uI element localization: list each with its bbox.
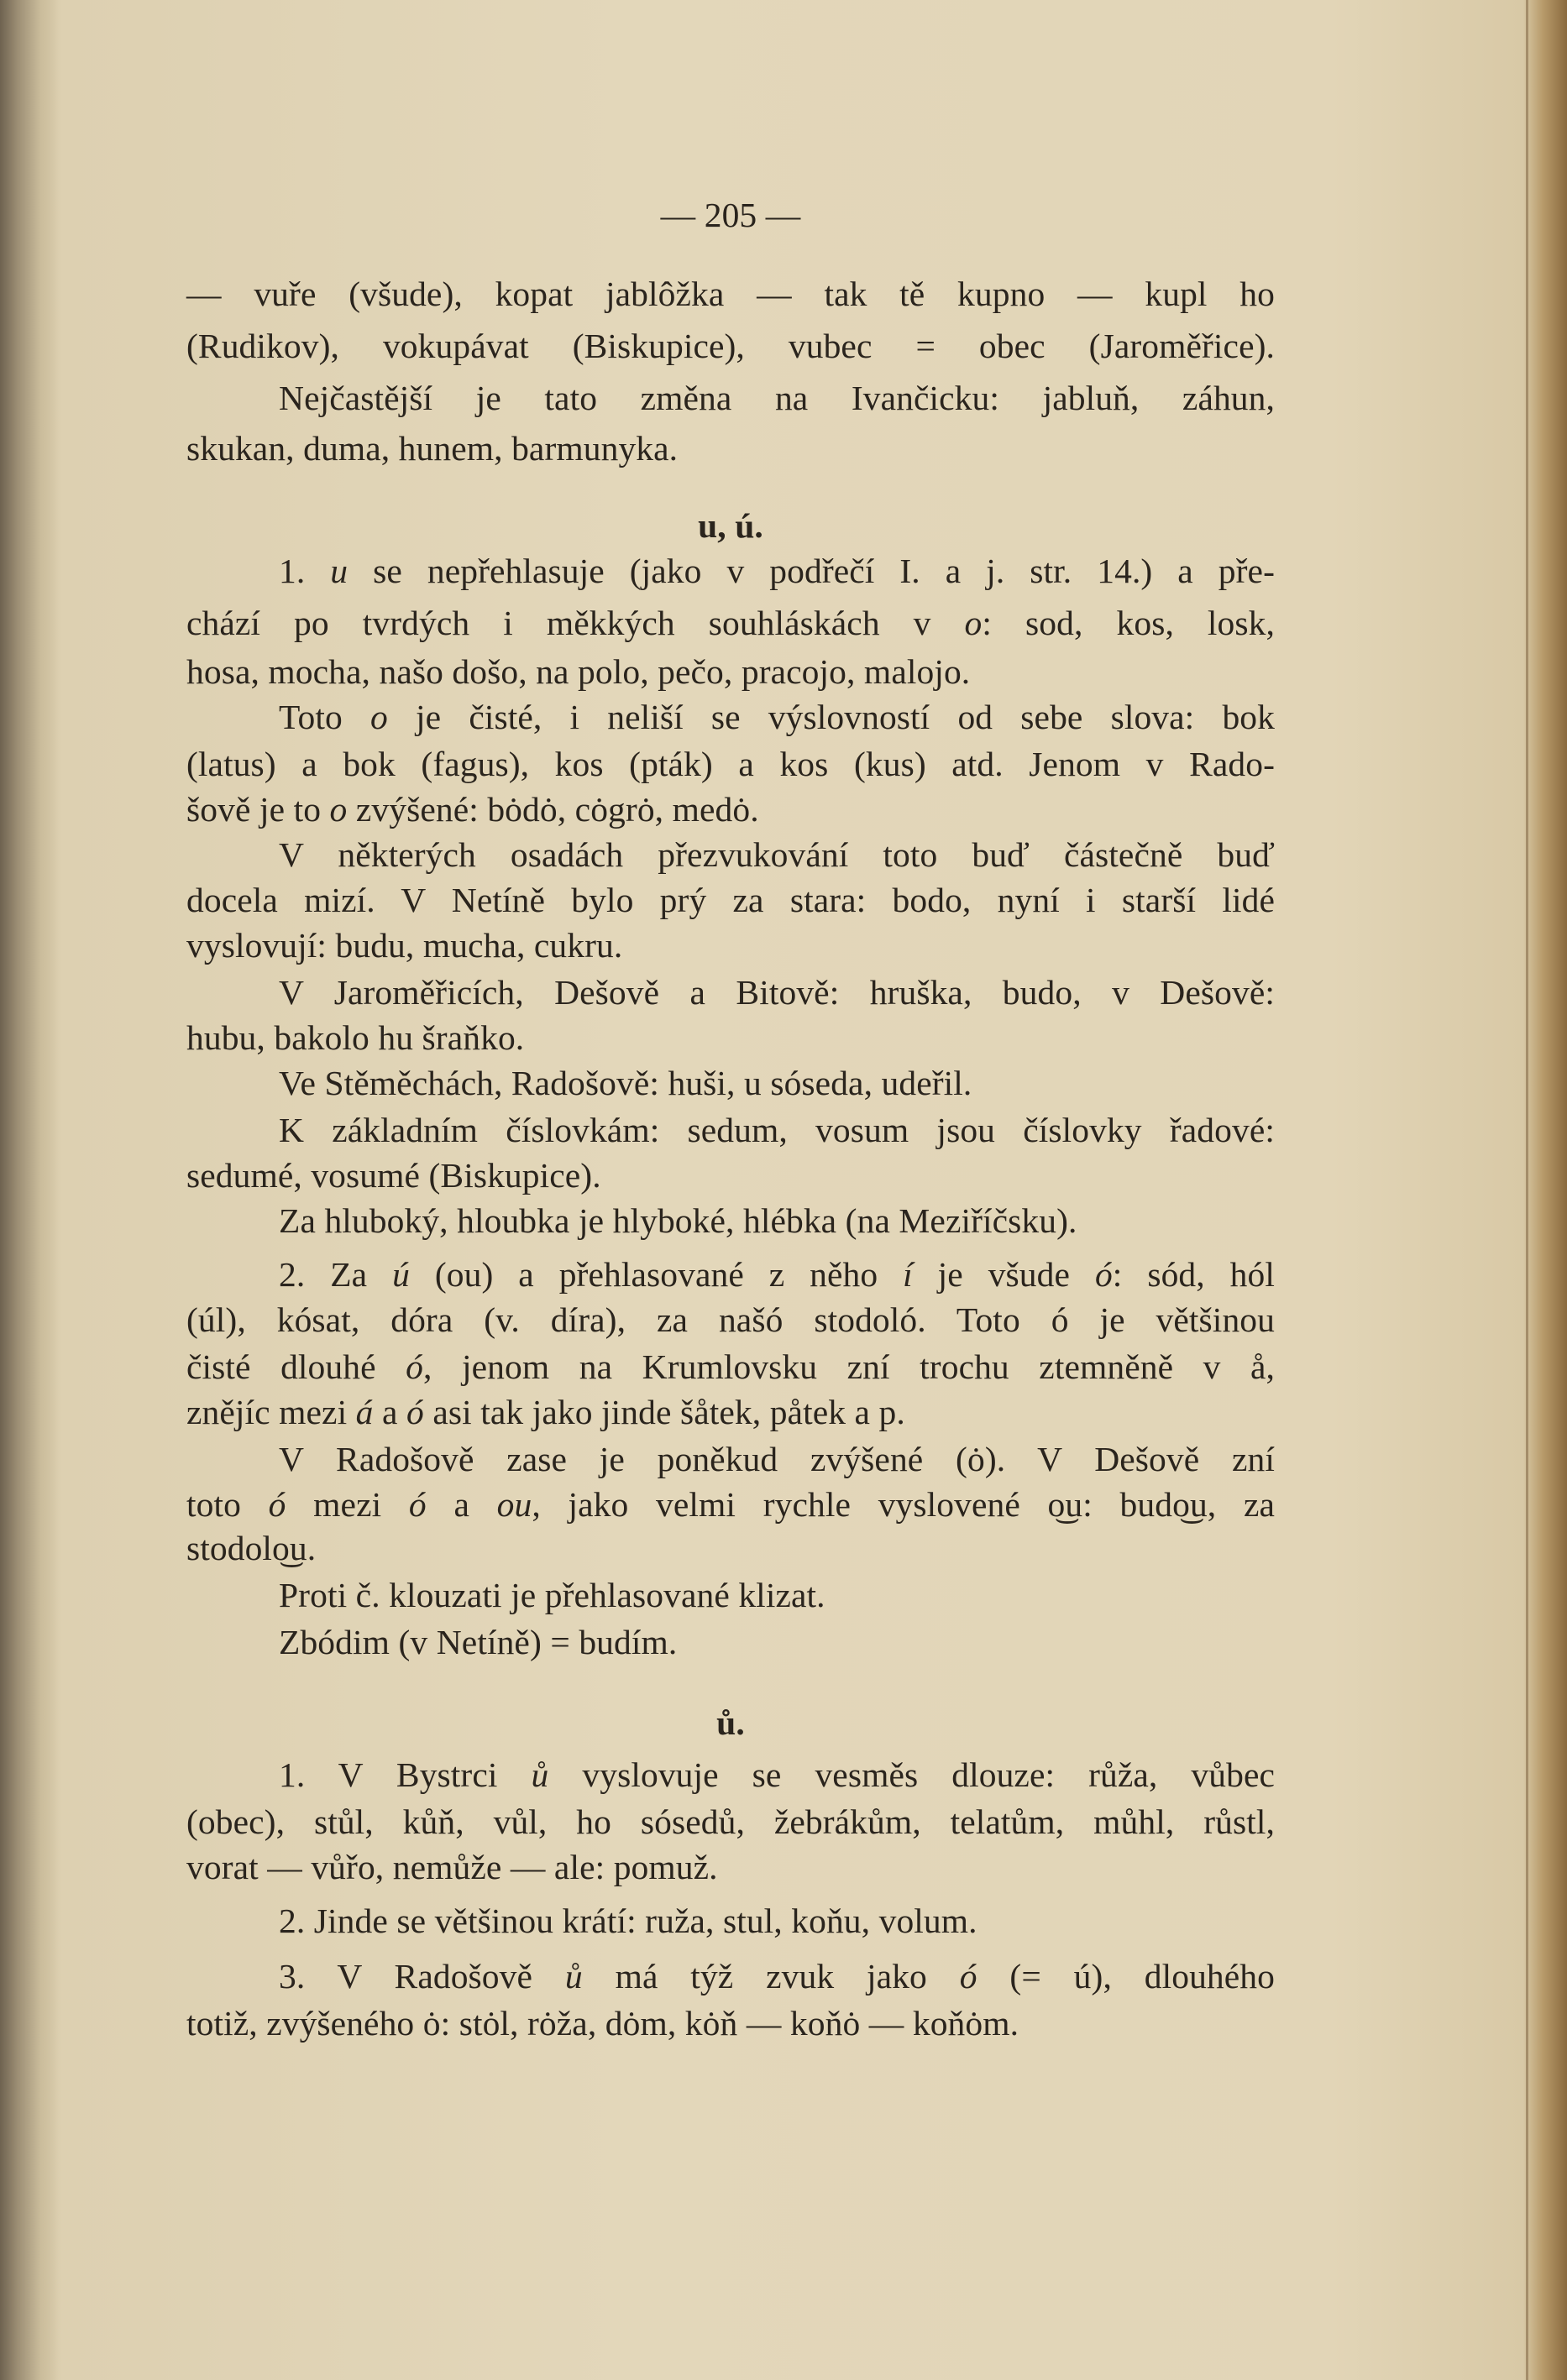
- text-line: vyslovují: budu, mucha, cukru.: [186, 926, 623, 965]
- text-line: totiž, zvýšeného ȯ: stȯl, rȯža, dȯm, kȯň — koňȯ — koňȯm.: [186, 2004, 1019, 2043]
- text-line: znějíc mezi á a ó asi tak jako jinde šåtek, påtek a p.: [186, 1393, 905, 1431]
- text-line: vorat — vůřo, nemůže — ale: pomuž.: [186, 1848, 718, 1886]
- text-line: skukan, duma, hunem, barmunyka.: [186, 429, 679, 468]
- binding-shadow: [0, 0, 59, 2380]
- text-line: V Radošově zase je poněkud zvýšené (ȯ). V Dešově zní: [279, 1440, 1275, 1478]
- text-line: sedumé, vosumé (Biskupice).: [186, 1156, 601, 1195]
- text-line: (obec), stůl, kůň, vůl, ho sósedů, žebrákům, telatům, můhl, růstl,: [186, 1802, 1275, 1841]
- text-line: Ve Stěměchách, Radošově: huši, u sóseda, udeřil.: [279, 1064, 972, 1102]
- text-line: stodolo͜u.: [186, 1529, 317, 1567]
- text-line: chází po tvrdých i měkkých souhláskách v o: sod, kos, losk,: [186, 604, 1275, 642]
- text-line: 1. V Bystrci ů vyslovuje se vesměs dlouze: růža, vůbec: [279, 1755, 1275, 1794]
- text-line: 3. V Radošově ů má týž zvuk jako ó (= ú), dlouhého: [279, 1957, 1275, 1996]
- page-edge-line: [1526, 0, 1528, 2380]
- text-line: toto ó mezi ó a ou, jako velmi rychle vyslovené o͜u: budo͜u, za: [186, 1485, 1275, 1524]
- text-line: V Jaroměřicích, Dešově a Bitově: hruška, budo, v Dešově:: [279, 973, 1275, 1012]
- text-line: šově je to o zvýšené: bȯdȯ, cȯgrȯ, medȯ.: [186, 790, 759, 829]
- section-heading: ů.: [716, 1703, 745, 1742]
- text-line: 2. Za ú (ou) a přehlasované z něho í je všude ó: sód, hól: [279, 1255, 1275, 1294]
- text-line: Toto o je čisté, i neliší se výslovností od sebe slova: bok: [279, 698, 1275, 736]
- text-line: 2. Jinde se většinou krátí: ruža, stul, koňu, volum.: [279, 1901, 977, 1940]
- text-line: — vuře (všude), kopat jablôžka — tak tě kupno — kupl ho: [186, 275, 1275, 313]
- text-line: 1. u se nepřehlasuje (jako v podřečí I. a j. str. 14.) a pře-: [279, 552, 1275, 590]
- section-heading: u, ú.: [698, 506, 763, 545]
- text-line: Za hluboký, hloubka je hlyboké, hlébka (na Meziříčsku).: [279, 1201, 1077, 1240]
- text-line: hosa, mocha, našo došo, na polo, pečo, pracojo, malojo.: [186, 652, 971, 691]
- text-line: Proti č. klouzati je přehlasované klizat.: [279, 1576, 825, 1614]
- text-line: (Rudikov), vokupávat (Biskupice), vubec = obec (Jaroměřice).: [186, 327, 1275, 365]
- text-line: V některých osadách přezvukování toto buď částečně buď: [279, 835, 1275, 874]
- page-edge: [1523, 0, 1567, 2380]
- text-line: čisté dlouhé ó, jenom na Krumlovsku zní trochu ztemněně v å,: [186, 1347, 1275, 1386]
- text-line: docela mizí. V Netíně bylo prý za stara: bodo, nyní i starší lidé: [186, 881, 1275, 919]
- text-line: (latus) a bok (fagus), kos (pták) a kos (kus) atd. Jenom v Rado-: [186, 745, 1275, 783]
- text-line: K základním číslovkám: sedum, vosum jsou číslovky řadové:: [279, 1111, 1275, 1149]
- text-line: (úl), kósat, dóra (v. díra), za našó stodoló. Toto ó je většinou: [186, 1300, 1275, 1339]
- text-line: Nejčastější je tato změna na Ivančicku: jabluň, záhun,: [279, 379, 1275, 417]
- text-line: Zbódim (v Netíně) = budím.: [279, 1623, 678, 1661]
- text-line: hubu, bakolo hu šraňko.: [186, 1018, 525, 1057]
- page-number: — 205 —: [660, 196, 801, 234]
